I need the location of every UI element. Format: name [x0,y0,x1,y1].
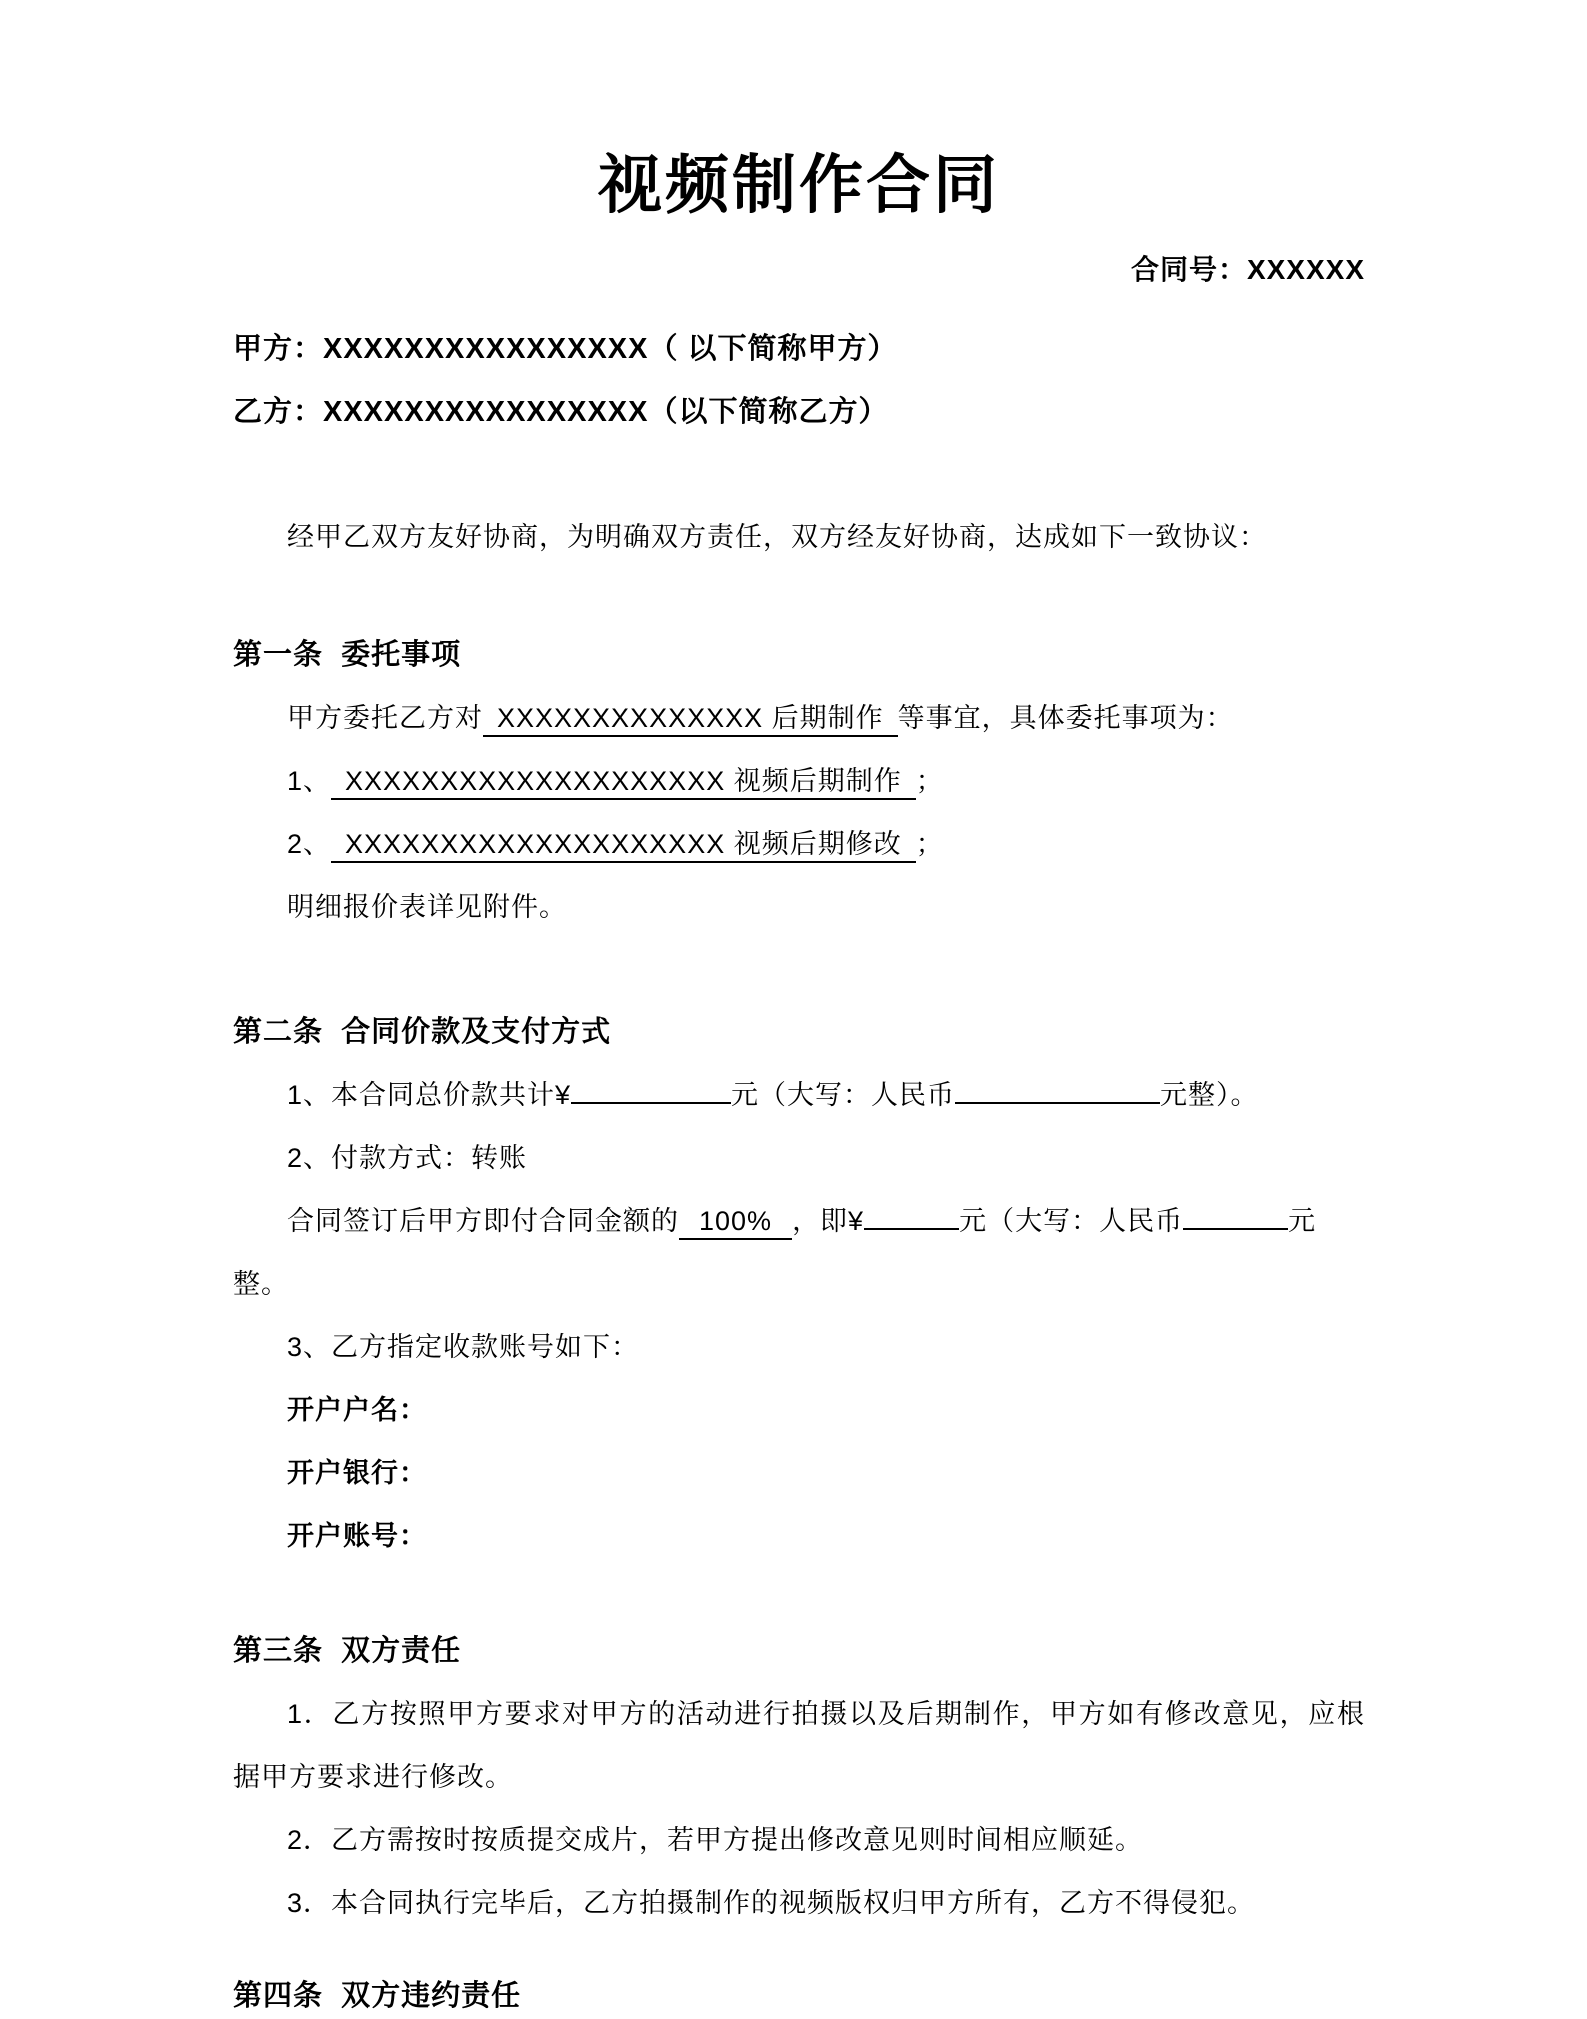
pay-amount-blank [864,1198,959,1230]
intro-paragraph: 经甲乙双方友好协商，为明确双方责任，双方经友好协商，达成如下一致协议： [287,522,1267,552]
clause3-item-1-line-1: 1．乙方按照甲方要求对甲方的活动进行拍摄以及后期制作，甲方如有修改意见，应根 [287,1699,1365,1729]
clause1-item-2-fill-in: XXXXXXXXXXXXXXXXXXXX 视频后期修改 [331,829,916,863]
clause1-note: 明细报价表详见附件。 [287,892,567,922]
clause1-item-2-suffix: ； [915,829,944,859]
clause3-item-3: 3．本合同执行完毕后，乙方拍摄制作的视频版权归甲方所有，乙方不得侵犯。 [287,1888,1256,1918]
clause2-price-mid: 元（大写：人民币 [731,1080,956,1110]
price-amount-blank [571,1072,731,1104]
party-b-line: 乙方：XXXXXXXXXXXXXXXX（以下简称乙方） [233,396,889,428]
clause2-payment-method-line: 2、付款方式：转账 [287,1143,528,1173]
account-name-label: 开户户名： [287,1395,427,1425]
price-words-blank [955,1072,1160,1104]
clause1-item-1-suffix: ； [915,766,944,796]
clause2-payment-line [233,1190,1365,1253]
clause1-item-2 [233,813,1365,876]
clause4-heading: 第四条 双方违约责任 [233,1980,522,2012]
clause3-heading: 第三条 双方责任 [233,1635,462,1667]
clause1-item-2-marker: 2、 [287,829,332,859]
clause2-account-intro: 3、乙方指定收款账号如下： [287,1332,640,1362]
clause1-entrust-suffix: 等事宜，具体委托事项为： [897,703,1234,733]
clause3-item-1-line-2: 据甲方要求进行修改。 [233,1762,513,1792]
clause2-price-suffix: 元整）。 [1160,1080,1259,1110]
party-a-line: 甲方：XXXXXXXXXXXXXXXX（ 以下简称甲方） [233,333,898,365]
doc-title: 视频制作合同 [598,149,1000,221]
clause1-item-1 [233,750,1365,813]
clause1-entrust-fill-in: XXXXXXXXXXXXXX 后期制作 [483,703,898,737]
clause2-price-prefix: 1、本合同总价款共计¥ [287,1080,572,1110]
account-bank-label: 开户银行： [287,1458,427,1488]
account-number-label: 开户账号： [287,1521,427,1551]
clause2-heading: 第二条 合同价款及支付方式 [233,1016,612,1048]
clause1-entrust-line [233,687,1365,750]
clause2-pay-suffix: 元 [1288,1206,1317,1236]
pay-percent-fill-in: 100% [679,1206,792,1240]
clause2-payment-wrap-line: 整。 [233,1269,289,1299]
contract-number: 合同号：XXXXXX [1130,254,1365,285]
clause2-pay-mid2: 元（大写：人民币 [959,1206,1184,1236]
clause3-item-2: 2．乙方需按时按质提交成片，若甲方提出修改意见则时间相应顺延。 [287,1825,1144,1855]
clause2-pay-prefix: 合同签订后甲方即付合同金额的 [287,1206,679,1236]
clause1-entrust-prefix: 甲方委托乙方对 [287,703,483,733]
clause2-price-line [233,1064,1365,1127]
clause1-item-1-fill-in: XXXXXXXXXXXXXXXXXXXX 视频后期制作 [331,766,916,800]
clause1-heading: 第一条 委托事项 [233,639,462,671]
pay-words-blank [1183,1198,1288,1230]
clause1-item-1-marker: 1、 [287,766,332,796]
clause2-pay-mid1: ，即¥ [792,1206,865,1236]
